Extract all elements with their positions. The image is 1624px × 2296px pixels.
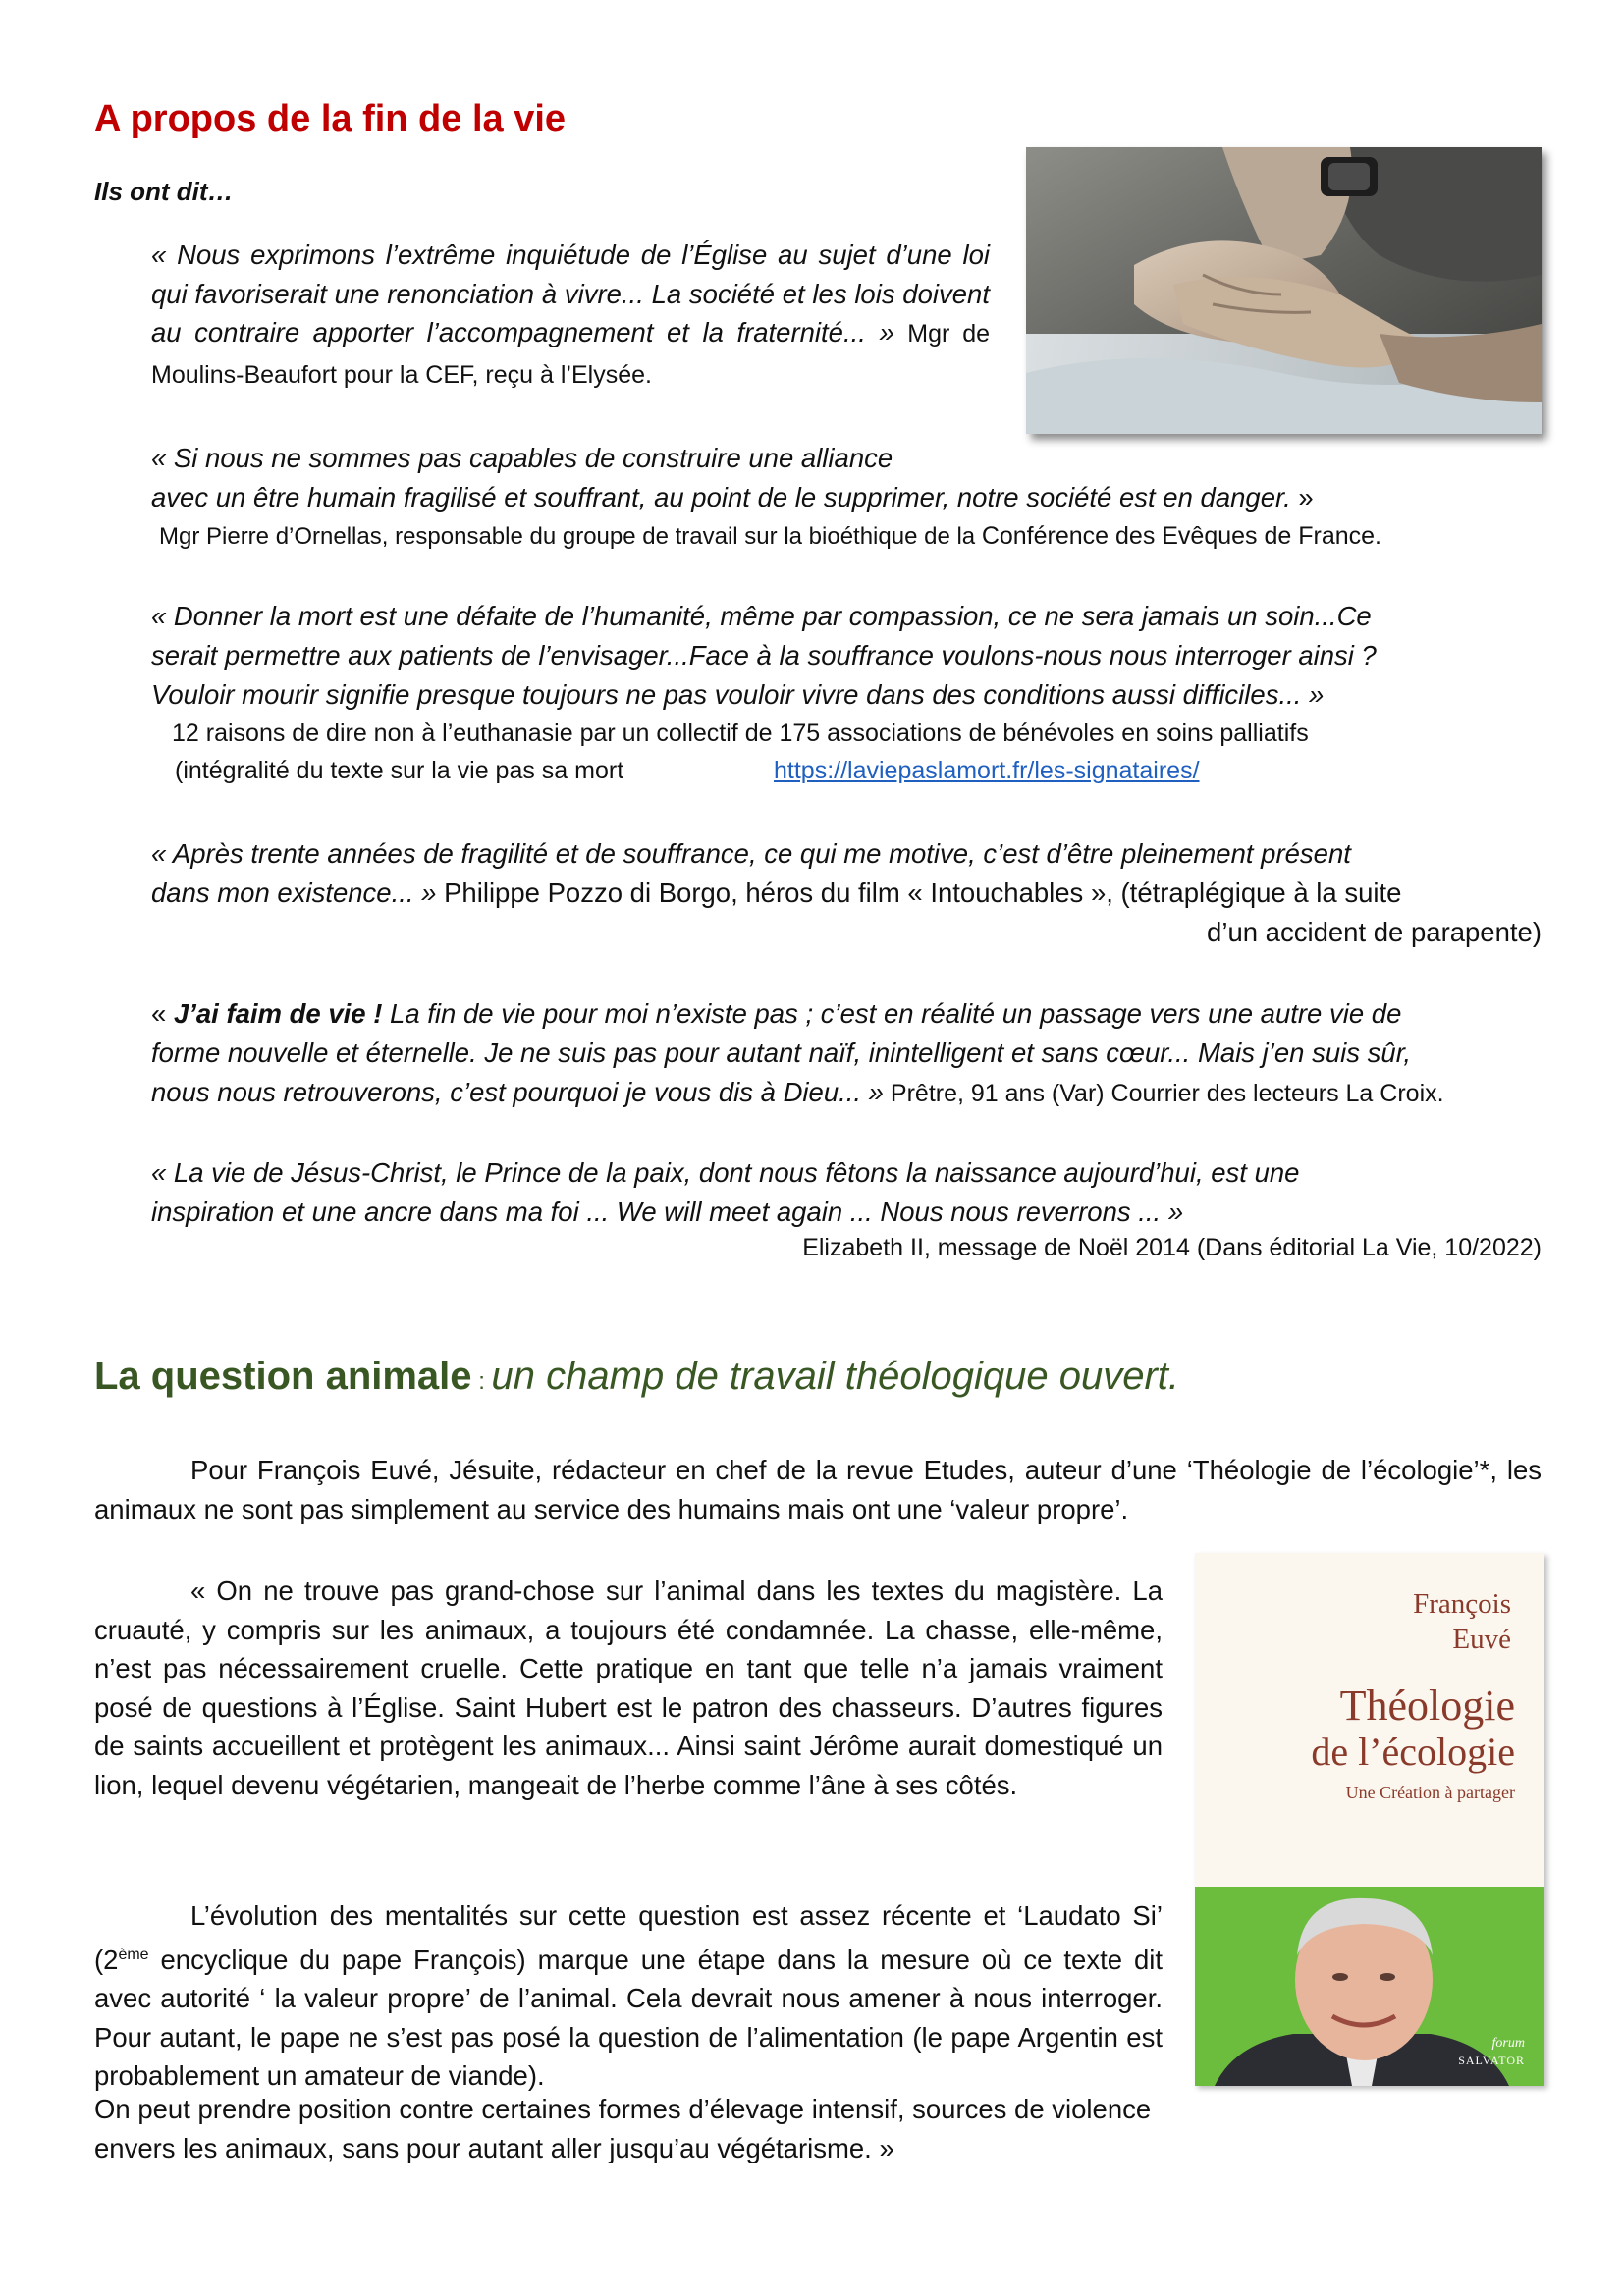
- para-text: encyclique du pape François) marque une étape dans la mesure où ce texte dit avec autorité ‘ la valeur propre’ de l’animal. Cela devrait nous amener à nous interroger. Pour autant, le pape ne s’est pas posé la question de l’alimentation (le pape Argentin est probablement un amateur de viande).: [94, 1944, 1163, 2092]
- quote-pozzo-line2: [151, 874, 1401, 913]
- section-subtitle-italic: un champ de travail théologique ouvert.: [491, 1355, 1179, 1398]
- quote-moulins-beaufort: [151, 236, 990, 395]
- hands-photo: [1026, 147, 1542, 434]
- quote-source: d’un accident de parapente): [1207, 917, 1542, 947]
- quote-text: « Après trente années de fragilité et de souffrance, ce qui me motive, c’est d’être pleinement présent: [151, 838, 1351, 869]
- paragraph-elevage: On peut prendre position contre certaines formes d’élevage intensif, sources de violence envers les animaux, sans pour autant aller jusqu’au végétarisme. »: [94, 2094, 1152, 2163]
- paragraph-euve-intro: Pour François Euvé, Jésuite, rédacteur en chef de la revue Etudes, auteur d’une ‘Théologie de l’écologie’*, les animaux ne sont pas simplement au service des humains mais ont une ‘valeur propre’.: [94, 1455, 1542, 1524]
- book-title-line1: Théologie: [1339, 1682, 1515, 1730]
- quote-text: La fin de vie pour moi n’existe pas ; c’est en réalité un passage vers une autre vie de: [382, 998, 1402, 1029]
- quote-source: Mgr de Moulins-Beaufort pour la CEF, reçu à l’Elysée.: [151, 320, 990, 389]
- para-text: L’évolution des mentalités sur cette question est assez récente et ‘Laudato Si’ (2: [94, 1900, 1163, 1975]
- quote-ornellas-line2: [151, 478, 1314, 517]
- author-photo-band: [1195, 1887, 1544, 2086]
- quote-text: serait permettre aux patients de l’envisager...Face à la souffrance voulons-nous nous interroger ainsi ?: [151, 640, 1377, 670]
- quote-collectif-line1: [151, 597, 1372, 636]
- quote-elizabeth-source: Elizabeth II, message de Noël 2014 (Dans éditorial La Vie, 10/2022): [802, 1234, 1542, 1261]
- quote-pretre-line2: [151, 1034, 1411, 1073]
- book-cover-theologie-ecologie: [1195, 1553, 1544, 2086]
- quote-source: Philippe Pozzo di Borgo, héros du film « Intouchables », (tétraplégique à la suite: [436, 878, 1402, 908]
- quote-elizabeth-line1: [151, 1153, 1299, 1193]
- paragraph-laudato-si: [94, 1896, 1163, 2096]
- book-title-line2: de l’écologie: [1311, 1730, 1515, 1774]
- book-publisher: SALVATOR: [1458, 2054, 1525, 2067]
- quote-collectif-source2: (intégralité du texte sur la vie pas sa mort: [175, 757, 624, 784]
- quote-source: Mgr Pierre d’Ornellas, responsable du groupe de travail sur la bioéthique de la: [159, 523, 982, 550]
- quote-text: « La vie de Jésus-Christ, le Prince de la paix, dont nous fêtons la naissance aujourd’hui, est une: [151, 1157, 1300, 1188]
- laviepaslamort-link[interactable]: https://laviepaslamort.fr/les-signataires/: [774, 757, 1200, 784]
- book-subtitle: Une Création à partager: [1345, 1783, 1515, 1802]
- book-author-last: Euvé: [1452, 1624, 1511, 1655]
- section-title-question-animale: [94, 1355, 1179, 1399]
- quote-text: nous nous retrouverons, c’est pourquoi je vous dis à Dieu... »: [151, 1077, 884, 1107]
- quote-text: dans mon existence... »: [151, 878, 437, 908]
- section-subtitle: Ils ont dit…: [94, 177, 234, 206]
- quote-text: avec un être humain fragilisé et souffrant, au point de le supprimer, notre société est en danger.: [151, 482, 1291, 512]
- quote-pozzo-line3: [151, 913, 1542, 952]
- quote-ornellas-source: [159, 522, 1381, 551]
- quote-text: « Donner la mort est une défaite de l’humanité, même par compassion, ce ne sera jamais un soin...Ce: [151, 601, 1372, 631]
- title-colon: :: [471, 1368, 492, 1395]
- quote-collectif-line2: [151, 636, 1377, 675]
- book-author-first: François: [1413, 1588, 1511, 1620]
- quote-open: «: [151, 998, 174, 1029]
- quote-bold: J’ai faim de vie !: [173, 998, 383, 1029]
- quote-source: Prêtre, 91 ans (Var) Courrier des lecteurs La Croix.: [883, 1080, 1444, 1107]
- quote-pretre-line3: [151, 1073, 1444, 1114]
- quote-source-org: Conférence des Evêques de France.: [981, 522, 1382, 550]
- quote-text: Vouloir mourir signifie presque toujours ne pas vouloir vivre dans des conditions aussi difficiles... »: [151, 679, 1325, 710]
- section-title-fin-de-vie: A propos de la fin de la vie: [94, 98, 567, 139]
- quote-pretre-line1: [151, 994, 1401, 1034]
- quote-elizabeth-line2: [151, 1193, 1183, 1232]
- quote-text: « Si nous ne sommes pas capables de construire une alliance: [151, 443, 893, 473]
- quote-pozzo-line1: [151, 834, 1351, 874]
- superscript: ème: [118, 1946, 149, 1963]
- quote-text: forme nouvelle et éternelle. Je ne suis pas pour autant naïf, inintelligent et sans cœur... Mais j’en suis sûr,: [151, 1038, 1411, 1068]
- paragraph-magistere: « On ne trouve pas grand-chose sur l’animal dans les textes du magistère. La cruauté, y compris sur les animaux, a toujours été condamnée. La chasse, elle-même, n’est pas nécessairement cruelle. Cette pratique en tant que telle n’a jamais vraiment posé de questions à l’Église. Saint Hubert est le patron des chasseurs. D’autres figures de saints accueillent et protègent les animaux... Ainsi saint Jérôme aurait domestiqué un lion, lequel devenu végétarien, mangeait de l’herbe comme l’âne à ses côtés.: [94, 1575, 1163, 1800]
- quote-close: »: [1290, 482, 1314, 512]
- quote-collectif-line3: [151, 675, 1324, 715]
- section-title: La question animale: [94, 1355, 472, 1398]
- quote-text: inspiration et une ancre dans ma foi ... We will meet again ... Nous nous reverrons ... »: [151, 1197, 1184, 1227]
- quote-text: « Nous exprimons l’extrême inquiétude de l’Église au sujet d’une loi qui favoriserait une renonciation à vivre... La société et les lois doivent au contraire apporter l’accompagnement et la fraternité... »: [151, 240, 990, 347]
- quote-collectif-source: 12 raisons de dire non à l’euthanasie par un collectif de 175 associations de bénévoles en soins palliatifs: [172, 720, 1309, 747]
- quote-ornellas-line1: [151, 439, 893, 478]
- book-collection: forum: [1491, 2036, 1525, 2051]
